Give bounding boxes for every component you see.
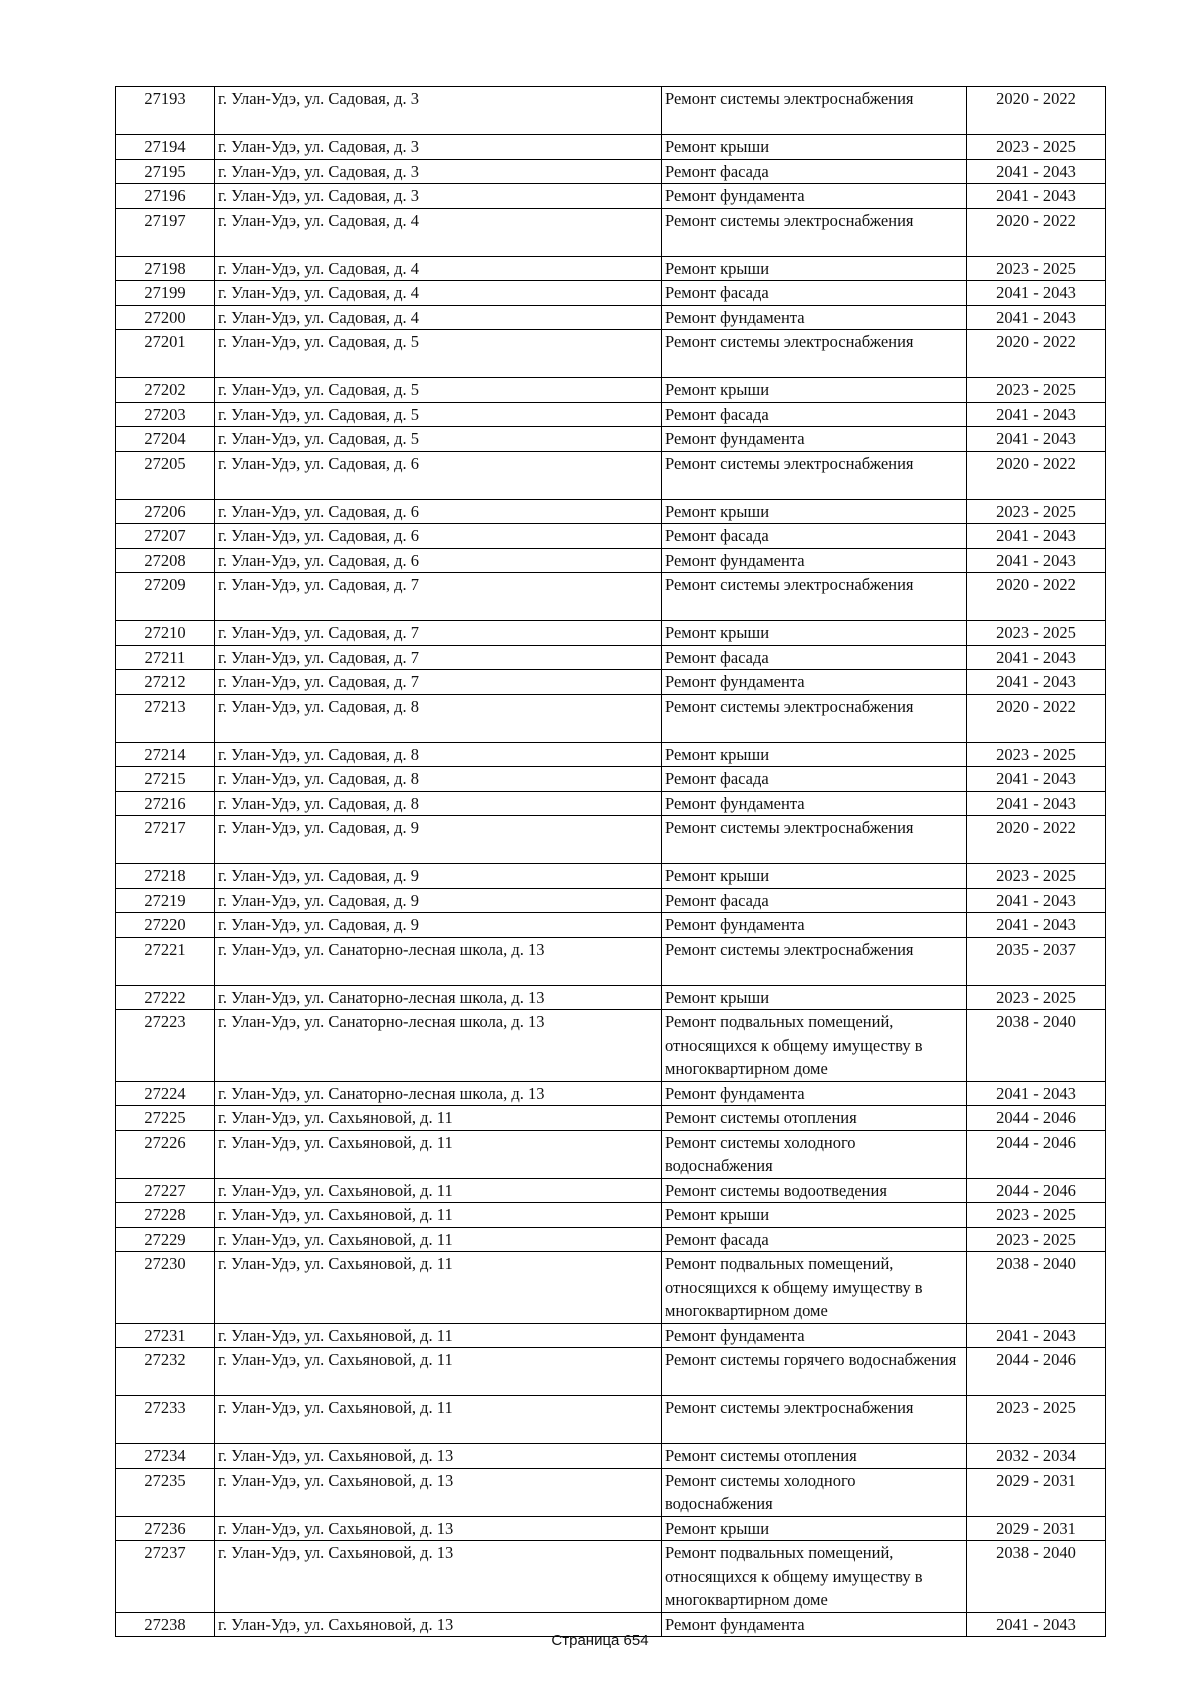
cell-id: 27238 bbox=[116, 1612, 215, 1637]
cell-work-type: Ремонт фасада bbox=[662, 281, 967, 306]
cell-work-type: Ремонт подвальных помещений, относящихся к общему имуществу в многоквартирном доме bbox=[662, 1252, 967, 1324]
cell-work-type: Ремонт системы холодного водоснабжения bbox=[662, 1468, 967, 1516]
cell-period: 2020 - 2022 bbox=[967, 694, 1106, 742]
table-row bbox=[116, 184, 1106, 209]
cell-address: г. Улан-Удэ, ул. Садовая, д. 3 bbox=[215, 159, 662, 184]
cell-address: г. Улан-Удэ, ул. Сахьяновой, д. 13 bbox=[215, 1468, 662, 1516]
cell-period: 2041 - 2043 bbox=[967, 767, 1106, 792]
cell-id: 27209 bbox=[116, 573, 215, 621]
cell-work-type: Ремонт фундамента bbox=[662, 791, 967, 816]
cell-work-type: Ремонт крыши bbox=[662, 742, 967, 767]
cell-work-type: Ремонт фундамента bbox=[662, 548, 967, 573]
cell-period: 2023 - 2025 bbox=[967, 135, 1106, 160]
table-body bbox=[116, 87, 1106, 1637]
table-row bbox=[116, 913, 1106, 938]
cell-work-type: Ремонт крыши bbox=[662, 985, 967, 1010]
cell-address: г. Улан-Удэ, ул. Садовая, д. 4 bbox=[215, 281, 662, 306]
cell-address: г. Улан-Удэ, ул. Садовая, д. 6 bbox=[215, 524, 662, 549]
cell-address: г. Улан-Удэ, ул. Сахьяновой, д. 13 bbox=[215, 1516, 662, 1541]
cell-work-type: Ремонт подвальных помещений, относящихся к общему имуществу в многоквартирном доме bbox=[662, 1541, 967, 1613]
cell-period: 2020 - 2022 bbox=[967, 573, 1106, 621]
cell-id: 27200 bbox=[116, 305, 215, 330]
cell-id: 27237 bbox=[116, 1541, 215, 1613]
cell-period: 2020 - 2022 bbox=[967, 816, 1106, 864]
table-row bbox=[116, 1468, 1106, 1516]
cell-period: 2020 - 2022 bbox=[967, 208, 1106, 256]
table-row bbox=[116, 816, 1106, 864]
table-row bbox=[116, 1252, 1106, 1324]
cell-period: 2041 - 2043 bbox=[967, 1081, 1106, 1106]
table-row bbox=[116, 159, 1106, 184]
cell-id: 27234 bbox=[116, 1444, 215, 1469]
table-row bbox=[116, 1444, 1106, 1469]
cell-period: 2041 - 2043 bbox=[967, 402, 1106, 427]
cell-period: 2041 - 2043 bbox=[967, 548, 1106, 573]
cell-address: г. Улан-Удэ, ул. Садовая, д. 6 bbox=[215, 499, 662, 524]
cell-work-type: Ремонт крыши bbox=[662, 864, 967, 889]
table-row bbox=[116, 621, 1106, 646]
cell-address: г. Улан-Удэ, ул. Садовая, д. 4 bbox=[215, 208, 662, 256]
table-row bbox=[116, 791, 1106, 816]
cell-period: 2023 - 2025 bbox=[967, 742, 1106, 767]
cell-id: 27208 bbox=[116, 548, 215, 573]
cell-address: г. Улан-Удэ, ул. Садовая, д. 3 bbox=[215, 87, 662, 135]
cell-address: г. Улан-Удэ, ул. Садовая, д. 7 bbox=[215, 621, 662, 646]
cell-period: 2041 - 2043 bbox=[967, 524, 1106, 549]
cell-address: г. Улан-Удэ, ул. Сахьяновой, д. 11 bbox=[215, 1252, 662, 1324]
cell-period: 2020 - 2022 bbox=[967, 451, 1106, 499]
cell-id: 27226 bbox=[116, 1130, 215, 1178]
cell-id: 27221 bbox=[116, 937, 215, 985]
cell-id: 27216 bbox=[116, 791, 215, 816]
cell-period: 2041 - 2043 bbox=[967, 159, 1106, 184]
cell-period: 2023 - 2025 bbox=[967, 378, 1106, 403]
cell-address: г. Улан-Удэ, ул. Садовая, д. 9 bbox=[215, 888, 662, 913]
cell-address: г. Улан-Удэ, ул. Сахьяновой, д. 13 bbox=[215, 1444, 662, 1469]
table-row bbox=[116, 1106, 1106, 1131]
cell-work-type: Ремонт фасада bbox=[662, 524, 967, 549]
cell-period: 2023 - 2025 bbox=[967, 1227, 1106, 1252]
cell-period: 2020 - 2022 bbox=[967, 330, 1106, 378]
table-row bbox=[116, 256, 1106, 281]
cell-address: г. Улан-Удэ, ул. Садовая, д. 5 bbox=[215, 427, 662, 452]
table-row bbox=[116, 402, 1106, 427]
table-row bbox=[116, 1541, 1106, 1613]
cell-id: 27236 bbox=[116, 1516, 215, 1541]
cell-address: г. Улан-Удэ, ул. Садовая, д. 4 bbox=[215, 305, 662, 330]
cell-work-type: Ремонт фундамента bbox=[662, 427, 967, 452]
cell-period: 2041 - 2043 bbox=[967, 427, 1106, 452]
cell-address: г. Улан-Удэ, ул. Садовая, д. 9 bbox=[215, 913, 662, 938]
cell-period: 2041 - 2043 bbox=[967, 791, 1106, 816]
cell-id: 27235 bbox=[116, 1468, 215, 1516]
table-row bbox=[116, 135, 1106, 160]
cell-work-type: Ремонт фасада bbox=[662, 1227, 967, 1252]
cell-id: 27224 bbox=[116, 1081, 215, 1106]
table-row bbox=[116, 888, 1106, 913]
cell-address: г. Улан-Удэ, ул. Садовая, д. 7 bbox=[215, 573, 662, 621]
cell-period: 2041 - 2043 bbox=[967, 1323, 1106, 1348]
cell-address: г. Улан-Удэ, ул. Садовая, д. 3 bbox=[215, 135, 662, 160]
table-row bbox=[116, 1130, 1106, 1178]
cell-work-type: Ремонт системы холодного водоснабжения bbox=[662, 1130, 967, 1178]
cell-id: 27228 bbox=[116, 1203, 215, 1228]
cell-work-type: Ремонт фасада bbox=[662, 159, 967, 184]
cell-work-type: Ремонт крыши bbox=[662, 378, 967, 403]
table-row bbox=[116, 1010, 1106, 1082]
cell-period: 2044 - 2046 bbox=[967, 1106, 1106, 1131]
table-row bbox=[116, 524, 1106, 549]
table-row bbox=[116, 548, 1106, 573]
table-row bbox=[116, 1227, 1106, 1252]
cell-work-type: Ремонт фундамента bbox=[662, 670, 967, 695]
cell-id: 27223 bbox=[116, 1010, 215, 1082]
cell-address: г. Улан-Удэ, ул. Садовая, д. 3 bbox=[215, 184, 662, 209]
cell-period: 2038 - 2040 bbox=[967, 1252, 1106, 1324]
cell-id: 27230 bbox=[116, 1252, 215, 1324]
table-row bbox=[116, 1178, 1106, 1203]
cell-id: 27219 bbox=[116, 888, 215, 913]
cell-period: 2044 - 2046 bbox=[967, 1178, 1106, 1203]
cell-work-type: Ремонт фундамента bbox=[662, 305, 967, 330]
cell-period: 2041 - 2043 bbox=[967, 184, 1106, 209]
cell-id: 27195 bbox=[116, 159, 215, 184]
cell-period: 2038 - 2040 bbox=[967, 1010, 1106, 1082]
cell-work-type: Ремонт крыши bbox=[662, 1203, 967, 1228]
cell-work-type: Ремонт системы электроснабжения bbox=[662, 330, 967, 378]
cell-work-type: Ремонт фасада bbox=[662, 645, 967, 670]
cell-work-type: Ремонт фундамента bbox=[662, 1612, 967, 1637]
cell-period: 2044 - 2046 bbox=[967, 1130, 1106, 1178]
repair-schedule-table bbox=[115, 86, 1106, 1637]
cell-work-type: Ремонт фасада bbox=[662, 767, 967, 792]
table-row bbox=[116, 1081, 1106, 1106]
cell-period: 2041 - 2043 bbox=[967, 888, 1106, 913]
cell-work-type: Ремонт системы электроснабжения bbox=[662, 694, 967, 742]
cell-work-type: Ремонт крыши bbox=[662, 621, 967, 646]
table-row bbox=[116, 670, 1106, 695]
cell-id: 27211 bbox=[116, 645, 215, 670]
cell-work-type: Ремонт системы электроснабжения bbox=[662, 1396, 967, 1444]
cell-period: 2029 - 2031 bbox=[967, 1468, 1106, 1516]
cell-work-type: Ремонт системы электроснабжения bbox=[662, 208, 967, 256]
cell-id: 27206 bbox=[116, 499, 215, 524]
cell-id: 27218 bbox=[116, 864, 215, 889]
cell-period: 2044 - 2046 bbox=[967, 1348, 1106, 1396]
cell-address: г. Улан-Удэ, ул. Сахьяновой, д. 13 bbox=[215, 1541, 662, 1613]
cell-address: г. Улан-Удэ, ул. Садовая, д. 5 bbox=[215, 330, 662, 378]
table-row bbox=[116, 645, 1106, 670]
cell-work-type: Ремонт фундамента bbox=[662, 1323, 967, 1348]
cell-address: г. Улан-Удэ, ул. Сахьяновой, д. 11 bbox=[215, 1130, 662, 1178]
cell-address: г. Улан-Удэ, ул. Санаторно-лесная школа, д. 13 bbox=[215, 985, 662, 1010]
cell-work-type: Ремонт подвальных помещений, относящихся к общему имуществу в многоквартирном доме bbox=[662, 1010, 967, 1082]
table-row bbox=[116, 87, 1106, 135]
cell-id: 27194 bbox=[116, 135, 215, 160]
cell-address: г. Улан-Удэ, ул. Сахьяновой, д. 11 bbox=[215, 1178, 662, 1203]
cell-work-type: Ремонт крыши bbox=[662, 135, 967, 160]
cell-address: г. Улан-Удэ, ул. Санаторно-лесная школа, д. 13 bbox=[215, 1010, 662, 1082]
cell-address: г. Улан-Удэ, ул. Садовая, д. 9 bbox=[215, 864, 662, 889]
cell-period: 2041 - 2043 bbox=[967, 281, 1106, 306]
cell-period: 2038 - 2040 bbox=[967, 1541, 1106, 1613]
cell-id: 27212 bbox=[116, 670, 215, 695]
cell-work-type: Ремонт фундамента bbox=[662, 913, 967, 938]
cell-address: г. Улан-Удэ, ул. Садовая, д. 5 bbox=[215, 402, 662, 427]
cell-id: 27231 bbox=[116, 1323, 215, 1348]
cell-id: 27215 bbox=[116, 767, 215, 792]
cell-period: 2041 - 2043 bbox=[967, 913, 1106, 938]
table-row bbox=[116, 1348, 1106, 1396]
cell-period: 2020 - 2022 bbox=[967, 87, 1106, 135]
table-row bbox=[116, 1396, 1106, 1444]
cell-id: 27214 bbox=[116, 742, 215, 767]
cell-id: 27210 bbox=[116, 621, 215, 646]
cell-address: г. Улан-Удэ, ул. Сахьяновой, д. 11 bbox=[215, 1323, 662, 1348]
cell-work-type: Ремонт фасада bbox=[662, 888, 967, 913]
cell-id: 27233 bbox=[116, 1396, 215, 1444]
table-row bbox=[116, 1323, 1106, 1348]
cell-address: г. Улан-Удэ, ул. Сахьяновой, д. 11 bbox=[215, 1227, 662, 1252]
cell-work-type: Ремонт системы отопления bbox=[662, 1444, 967, 1469]
cell-period: 2041 - 2043 bbox=[967, 305, 1106, 330]
cell-work-type: Ремонт фундамента bbox=[662, 1081, 967, 1106]
cell-id: 27202 bbox=[116, 378, 215, 403]
cell-period: 2041 - 2043 bbox=[967, 645, 1106, 670]
cell-id: 27222 bbox=[116, 985, 215, 1010]
cell-address: г. Улан-Удэ, ул. Сахьяновой, д. 11 bbox=[215, 1203, 662, 1228]
cell-id: 27225 bbox=[116, 1106, 215, 1131]
table-row bbox=[116, 1516, 1106, 1541]
table-row bbox=[116, 281, 1106, 306]
cell-address: г. Улан-Удэ, ул. Сахьяновой, д. 11 bbox=[215, 1348, 662, 1396]
table-row bbox=[116, 451, 1106, 499]
cell-period: 2023 - 2025 bbox=[967, 1396, 1106, 1444]
cell-work-type: Ремонт крыши bbox=[662, 256, 967, 281]
cell-id: 27193 bbox=[116, 87, 215, 135]
cell-address: г. Улан-Удэ, ул. Садовая, д. 8 bbox=[215, 694, 662, 742]
table-row bbox=[116, 937, 1106, 985]
cell-period: 2041 - 2043 bbox=[967, 670, 1106, 695]
cell-period: 2023 - 2025 bbox=[967, 864, 1106, 889]
cell-period: 2035 - 2037 bbox=[967, 937, 1106, 985]
cell-id: 27199 bbox=[116, 281, 215, 306]
table-row bbox=[116, 427, 1106, 452]
cell-id: 27197 bbox=[116, 208, 215, 256]
table-row bbox=[116, 767, 1106, 792]
cell-work-type: Ремонт системы водоотведения bbox=[662, 1178, 967, 1203]
cell-period: 2041 - 2043 bbox=[967, 1612, 1106, 1637]
cell-address: г. Улан-Удэ, ул. Санаторно-лесная школа, д. 13 bbox=[215, 937, 662, 985]
cell-address: г. Улан-Удэ, ул. Садовая, д. 6 bbox=[215, 548, 662, 573]
cell-id: 27196 bbox=[116, 184, 215, 209]
cell-period: 2032 - 2034 bbox=[967, 1444, 1106, 1469]
cell-address: г. Улан-Удэ, ул. Санаторно-лесная школа, д. 13 bbox=[215, 1081, 662, 1106]
cell-address: г. Улан-Удэ, ул. Сахьяновой, д. 13 bbox=[215, 1612, 662, 1637]
cell-id: 27229 bbox=[116, 1227, 215, 1252]
cell-work-type: Ремонт системы электроснабжения bbox=[662, 87, 967, 135]
cell-address: г. Улан-Удэ, ул. Садовая, д. 8 bbox=[215, 742, 662, 767]
table-row bbox=[116, 378, 1106, 403]
cell-work-type: Ремонт крыши bbox=[662, 1516, 967, 1541]
cell-work-type: Ремонт фасада bbox=[662, 402, 967, 427]
table-row bbox=[116, 305, 1106, 330]
table-row bbox=[116, 985, 1106, 1010]
cell-period: 2023 - 2025 bbox=[967, 985, 1106, 1010]
table-row bbox=[116, 694, 1106, 742]
cell-address: г. Улан-Удэ, ул. Садовая, д. 7 bbox=[215, 645, 662, 670]
cell-period: 2029 - 2031 bbox=[967, 1516, 1106, 1541]
table-row bbox=[116, 742, 1106, 767]
cell-work-type: Ремонт системы электроснабжения bbox=[662, 451, 967, 499]
cell-period: 2023 - 2025 bbox=[967, 621, 1106, 646]
cell-address: г. Улан-Удэ, ул. Садовая, д. 5 bbox=[215, 378, 662, 403]
cell-work-type: Ремонт фундамента bbox=[662, 184, 967, 209]
cell-address: г. Улан-Удэ, ул. Садовая, д. 8 bbox=[215, 767, 662, 792]
cell-address: г. Улан-Удэ, ул. Садовая, д. 8 bbox=[215, 791, 662, 816]
cell-id: 27213 bbox=[116, 694, 215, 742]
cell-address: г. Улан-Удэ, ул. Садовая, д. 6 bbox=[215, 451, 662, 499]
cell-address: г. Улан-Удэ, ул. Сахьяновой, д. 11 bbox=[215, 1396, 662, 1444]
cell-period: 2023 - 2025 bbox=[967, 256, 1106, 281]
table-row bbox=[116, 864, 1106, 889]
cell-work-type: Ремонт системы отопления bbox=[662, 1106, 967, 1131]
cell-work-type: Ремонт системы электроснабжения bbox=[662, 573, 967, 621]
cell-period: 2023 - 2025 bbox=[967, 499, 1106, 524]
table-row bbox=[116, 330, 1106, 378]
table-row bbox=[116, 1203, 1106, 1228]
cell-id: 27204 bbox=[116, 427, 215, 452]
cell-work-type: Ремонт крыши bbox=[662, 499, 967, 524]
table-row bbox=[116, 208, 1106, 256]
cell-address: г. Улан-Удэ, ул. Сахьяновой, д. 11 bbox=[215, 1106, 662, 1131]
table-row bbox=[116, 573, 1106, 621]
cell-id: 27227 bbox=[116, 1178, 215, 1203]
cell-work-type: Ремонт системы электроснабжения bbox=[662, 937, 967, 985]
cell-id: 27205 bbox=[116, 451, 215, 499]
cell-period: 2023 - 2025 bbox=[967, 1203, 1106, 1228]
cell-id: 27203 bbox=[116, 402, 215, 427]
cell-id: 27207 bbox=[116, 524, 215, 549]
cell-address: г. Улан-Удэ, ул. Садовая, д. 4 bbox=[215, 256, 662, 281]
cell-work-type: Ремонт системы электроснабжения bbox=[662, 816, 967, 864]
cell-id: 27217 bbox=[116, 816, 215, 864]
table-row bbox=[116, 499, 1106, 524]
cell-id: 27220 bbox=[116, 913, 215, 938]
cell-address: г. Улан-Удэ, ул. Садовая, д. 9 bbox=[215, 816, 662, 864]
page-number: Страница 654 bbox=[551, 1632, 649, 1649]
cell-id: 27232 bbox=[116, 1348, 215, 1396]
cell-id: 27198 bbox=[116, 256, 215, 281]
cell-work-type: Ремонт системы горячего водоснабжения bbox=[662, 1348, 967, 1396]
cell-id: 27201 bbox=[116, 330, 215, 378]
cell-address: г. Улан-Удэ, ул. Садовая, д. 7 bbox=[215, 670, 662, 695]
